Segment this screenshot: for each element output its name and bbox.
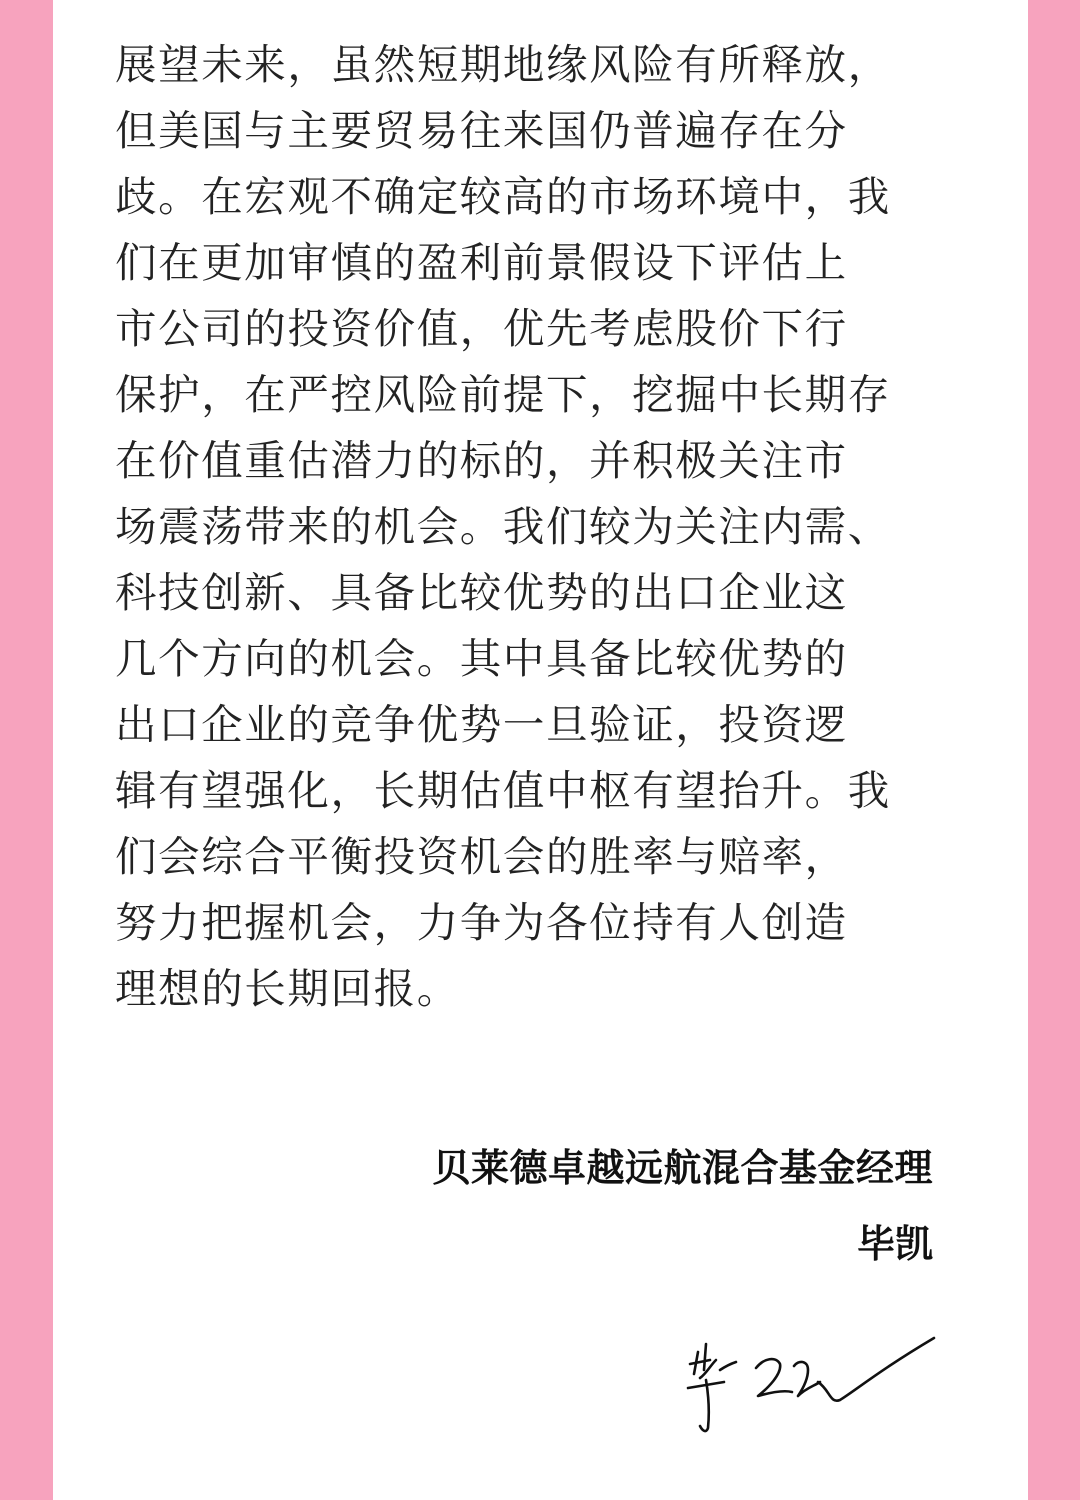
letter-line: 理想的长期回报。 [115, 964, 460, 1013]
letter-line: 在价值重估潜力的标的，并积极关注市 [115, 436, 848, 485]
letter-line: 歧。在宏观不确定较高的市场环境中，我 [115, 172, 891, 221]
letter-body [115, 32, 965, 1022]
letter-line: 们会综合平衡投资机会的胜率与赔率， [115, 832, 848, 881]
letter-line: 展望未来，虽然短期地缘风险有所释放， [115, 40, 891, 89]
signoff-block [432, 1138, 933, 1274]
handwritten-signature [680, 1330, 940, 1440]
letter-line: 科技创新、具备比较优势的出口企业这 [115, 568, 848, 617]
letter-line: 们在更加审慎的盈利前景假设下评估上 [115, 238, 848, 287]
letter-line: 保护，在严控风险前提下，挖掘中长期存 [115, 370, 891, 419]
letter-line: 几个方向的机会。其中具备比较优势的 [115, 634, 848, 683]
left-pink-border [0, 0, 53, 1500]
letter-line: 努力把握机会，力争为各位持有人创造 [115, 898, 848, 947]
right-pink-border [1028, 0, 1080, 1500]
letter-line: 辑有望强化，长期估值中枢有望抬升。我 [115, 766, 891, 815]
letter-line: 出口企业的竞争优势一旦验证，投资逻 [115, 700, 848, 749]
letter-line: 场震荡带来的机会。我们较为关注内需、 [115, 502, 891, 551]
signoff-title: 贝莱德卓越远航混合基金经理 [432, 1146, 933, 1190]
signoff-name: 毕凯 [856, 1222, 933, 1266]
letter-line: 但美国与主要贸易往来国仍普遍存在分 [115, 106, 848, 155]
letter-line: 市公司的投资价值，优先考虑股价下行 [115, 304, 848, 353]
